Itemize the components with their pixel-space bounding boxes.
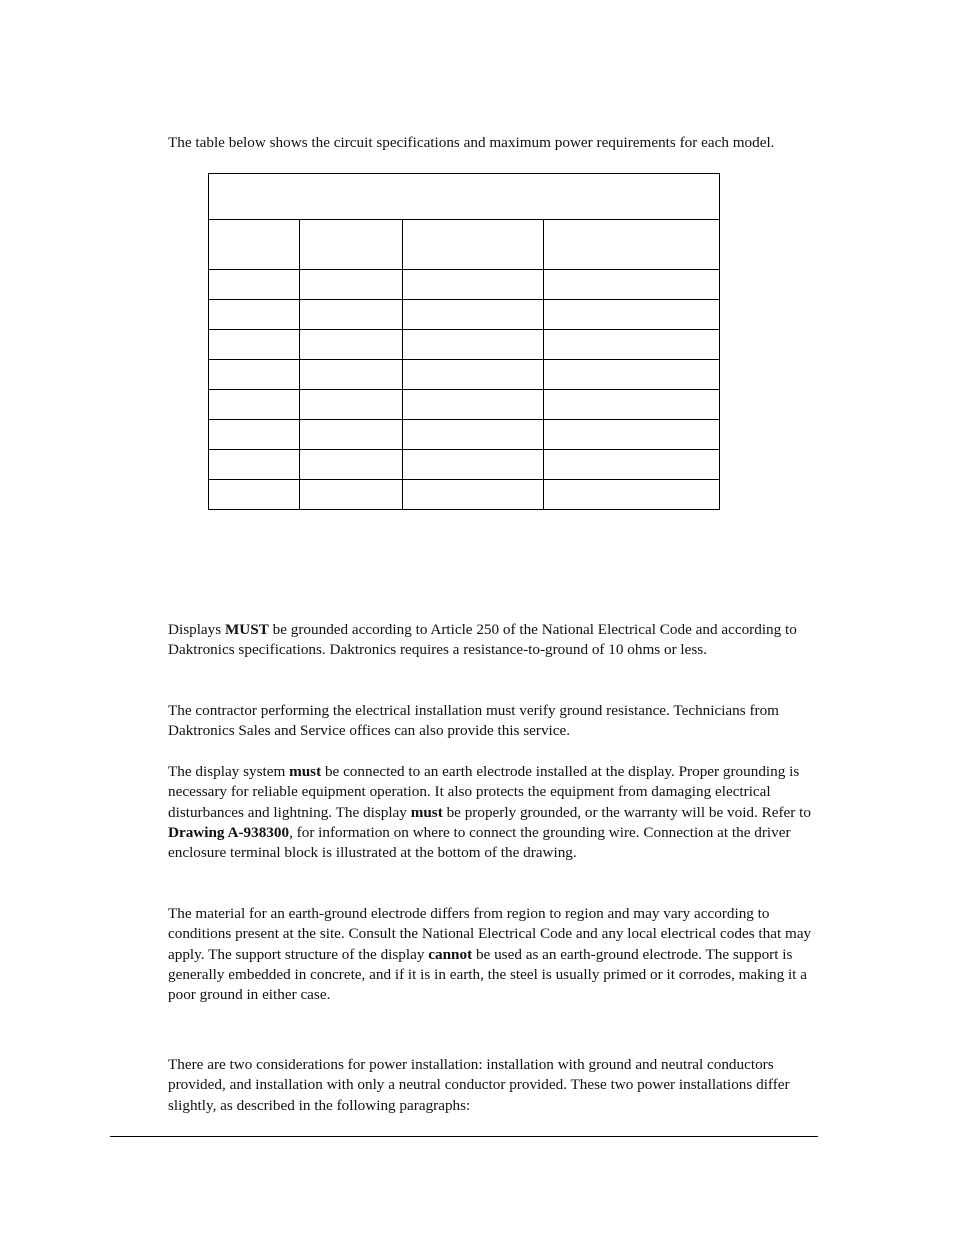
table-cell [544,270,720,300]
table-cell [209,270,300,300]
table-cell [209,360,300,390]
table-cell [300,330,403,360]
bold-text: MUST [224,621,269,638]
power-installation-paragraph: There are two considerations for power installation: installation with ground and neutral conductors provided, and installation with only a neutral conductor provided. These two power installations differ slightly, as described in the following paragraphs: [168,1056,790,1114]
table-row [209,360,720,390]
table-row [209,270,720,300]
table-cell [209,330,300,360]
text-run: Displays [168,621,225,638]
table-cell [403,450,544,480]
text-run: be grounded according to Article 250 of the National Electrical Code and according to Daktronics specifications. Daktronics requires a resistance-to-ground of 10 ohms or less. [168,621,797,659]
table-cell [209,300,300,330]
bold-text: must [289,763,322,780]
text-run: The material for an earth-ground electrode differs from region to region and may vary according to conditions present at the site. Consult the National Electrical Code and any local electrical codes that may apply. The support structure of the display [168,905,812,963]
table-row [209,480,720,510]
table-row [209,300,720,330]
table-cell [544,390,720,420]
table-cell [403,420,544,450]
table-header-row [209,220,720,270]
table-row [209,390,720,420]
table-cell [403,390,544,420]
text-run: The display system [168,763,290,780]
header-cell [209,220,300,270]
table-cell [300,420,403,450]
header-cell [300,220,403,270]
bold-text: cannot [428,945,473,963]
table-cell [403,360,544,390]
intro-paragraph: The table below shows the circuit specifications and maximum power requirements for each model. [168,134,775,151]
footer-divider [110,1136,818,1137]
table-cell [209,390,300,420]
table-title-cell [209,174,720,220]
table-cell [403,330,544,360]
table-cell [300,450,403,480]
power-requirements-table [208,173,720,510]
table-cell [300,480,403,510]
table-cell [403,300,544,330]
table-title-row [209,174,720,220]
table-cell [300,360,403,390]
table-cell [544,330,720,360]
table-cell [209,480,300,510]
header-cell [544,220,720,270]
table-cell [544,450,720,480]
table-cell [300,390,403,420]
table-cell [300,270,403,300]
table-cell [544,420,720,450]
text-run: be properly grounded, or the warranty will be void. Refer to [442,803,811,821]
table-cell [544,300,720,330]
text-run: , for information on where to connect the grounding wire. Connection at the driver enclosure terminal block is illustrated at the bottom of the drawing. [168,823,791,862]
grounding-paragraph-2: The contractor performing the electrical installation must verify ground resistance. Technicians from Daktronics Sales and Service offices can also provide this service. [168,702,779,740]
table-cell [544,480,720,510]
bold-text: must [410,803,443,821]
grounding-paragraph-1 [168,620,818,661]
table-cell [403,480,544,510]
drawing-reference: Drawing A-938300 [168,823,290,841]
table-cell [209,420,300,450]
table-row [209,420,720,450]
table-row [209,450,720,480]
text-run: be connected to an earth electrode installed at the display. Proper grounding is necessary for reliable equipment operation. It also protects the equipment from damaging electrical disturbances and lightning. The display [168,763,800,821]
table-cell [209,450,300,480]
table-cell [544,360,720,390]
text-run: be used as an earth-ground electrode. The support is generally embedded in concrete, and if it is in earth, the steel is usually primed or it corrodes, making it a poor ground in either case. [168,945,807,1004]
header-cell [403,220,544,270]
table-cell [403,270,544,300]
grounding-paragraph-3 [168,762,818,863]
table-row [209,330,720,360]
table-cell [300,300,403,330]
grounding-paragraph-4 [168,904,818,1005]
